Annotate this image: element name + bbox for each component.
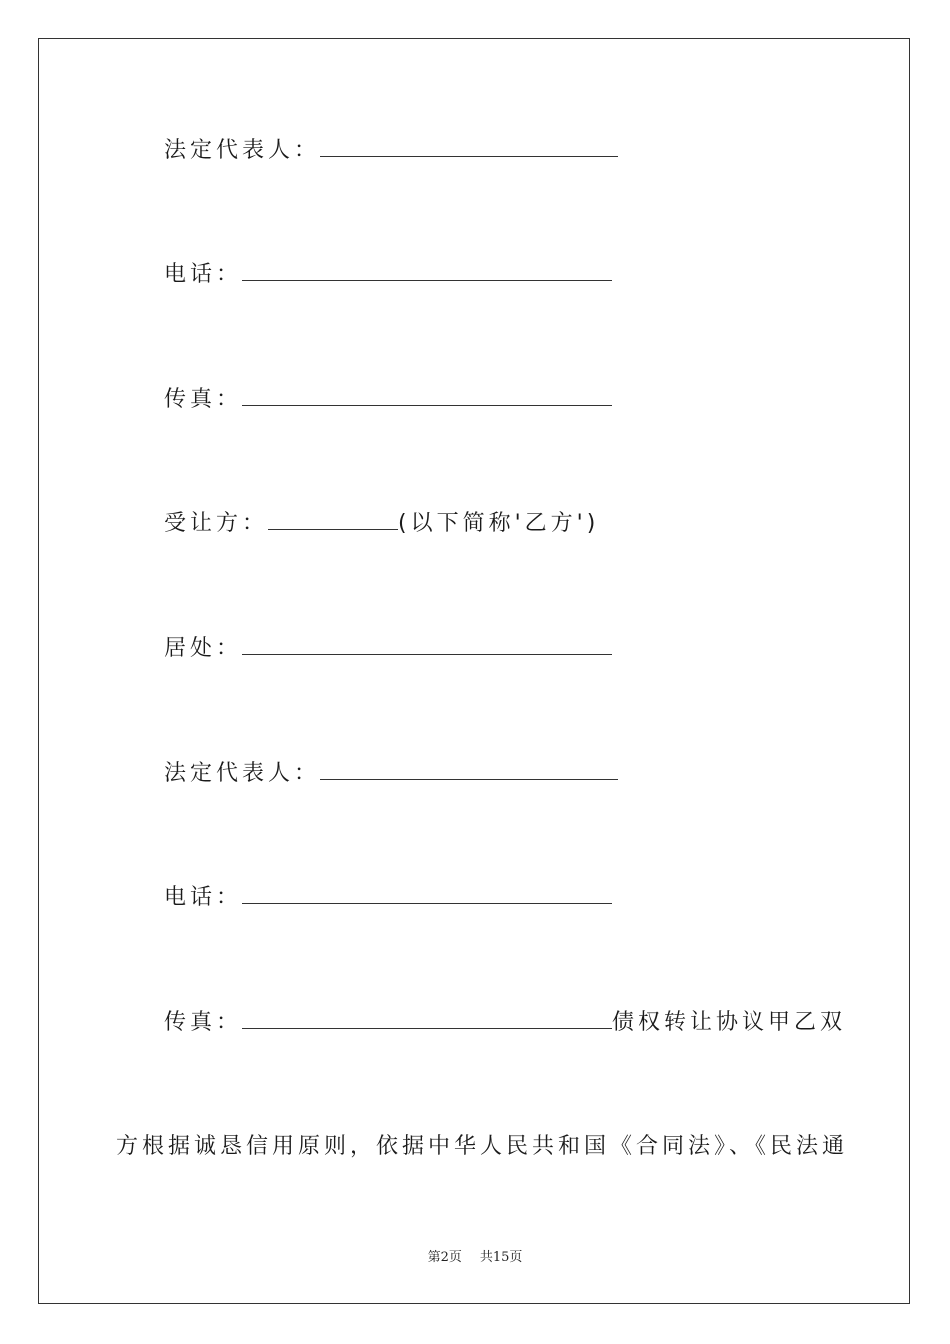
party-a-phone-field [164, 260, 612, 290]
fill-in-blank [320, 136, 618, 157]
field-label: 居处： [164, 636, 243, 661]
party-b-fax-field [164, 1008, 846, 1038]
paragraph-line: 方根据诚恳信用原则，依据中华人民共和国《合同法》、《民法通 [116, 1134, 849, 1159]
party-a-fax-field [164, 385, 612, 415]
field-label: 电话： [164, 885, 243, 910]
agreement-intro-text: 债权转让协议甲乙双 [612, 1010, 847, 1035]
fill-in-blank [242, 385, 612, 406]
page-total: 共15页 [479, 1250, 523, 1265]
fill-in-blank [268, 509, 398, 530]
field-label: 受让方： [164, 511, 269, 536]
fill-in-blank [242, 260, 612, 281]
party-b-address-field [164, 634, 612, 664]
fill-in-blank [242, 883, 612, 904]
transferee-field [164, 509, 599, 539]
page-number: 第2页 [427, 1250, 462, 1265]
fill-in-blank [242, 634, 612, 655]
field-label: 法定代表人： [164, 138, 321, 163]
field-label: 传真： [164, 387, 243, 412]
page-border [38, 38, 910, 1304]
fill-in-blank [242, 1008, 612, 1029]
fill-in-blank [320, 759, 618, 780]
field-label: 法定代表人： [164, 761, 321, 786]
party-a-legal-rep-field [164, 136, 618, 166]
page-footer [0, 1246, 950, 1265]
party-b-alias: (以下简称'乙方') [398, 511, 600, 536]
field-label: 传真： [164, 1010, 243, 1035]
agreement-body-text [116, 1132, 848, 1162]
field-label: 电话： [164, 262, 243, 287]
party-b-phone-field [164, 883, 612, 913]
party-b-legal-rep-field [164, 759, 618, 789]
